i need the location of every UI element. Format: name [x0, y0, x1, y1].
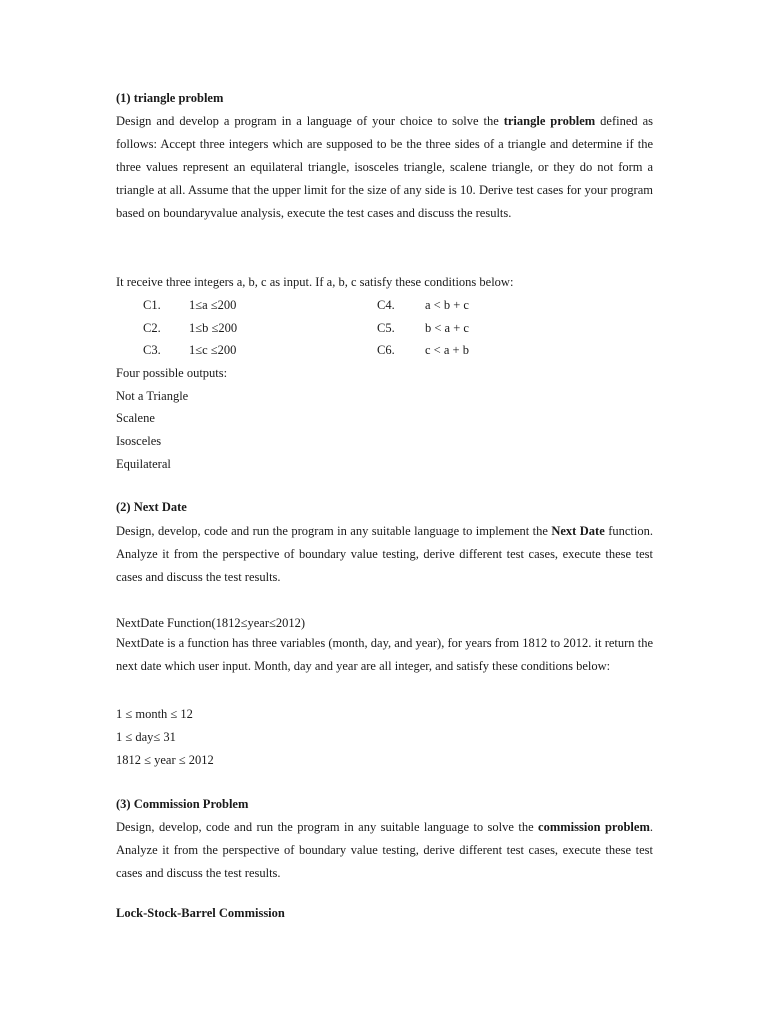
triangle-heading: (1) triangle problem: [116, 91, 224, 105]
condition-label: C1.: [143, 298, 161, 312]
nextdate-description: Design, develop, code and run the program in any suitable language to implement the Next Date function. Analyze it from the perspective of boundary value testing, derive different test cases, execute these test cases and discuss the test results.: [116, 524, 653, 584]
condition-label: C6.: [377, 343, 395, 357]
condition-expr: 1≤a ≤200: [189, 298, 237, 312]
commission-heading: (3) Commission Problem: [116, 797, 249, 811]
condition-expr: c < a + b: [425, 343, 469, 357]
condition-label: C3.: [143, 343, 161, 357]
nextdate-function-desc: NextDate is a function has three variables (month, day, and year), for years from 1812 to 2012. it return the next date which user input. Month, day and year are all integer, and satisfy these conditions below:: [116, 636, 653, 673]
condition-expr: b < a + c: [425, 321, 469, 335]
nextdate-heading: (2) Next Date: [116, 500, 187, 514]
triangle-input-intro: It receive three integers a, b, c as input. If a, b, c satisfy these conditions below:: [116, 275, 514, 289]
condition-label: C4.: [377, 298, 395, 312]
condition-expr: 1≤b ≤200: [189, 321, 238, 335]
nextdate-condition: 1 ≤ month ≤ 12: [116, 707, 193, 721]
condition-label: C5.: [377, 321, 395, 335]
condition-expr: a < b + c: [425, 298, 469, 312]
commission-subheading: Lock-Stock-Barrel Commission: [116, 906, 285, 920]
nextdate-condition: 1 ≤ day≤ 31: [116, 730, 176, 744]
nextdate-condition: 1812 ≤ year ≤ 2012: [116, 753, 214, 767]
output-item: Scalene: [116, 411, 155, 425]
condition-label: C2.: [143, 321, 161, 335]
nextdate-function-title: NextDate Function(1812≤year≤2012): [116, 616, 306, 630]
condition-expr: 1≤c ≤200: [189, 343, 237, 357]
commission-description: Design, develop, code and run the program in any suitable language to solve the commission problem. Analyze it from the perspective of boundary value testing, derive different test cases, execute these test cases and discuss the test results.: [116, 820, 653, 880]
output-item: Equilateral: [116, 457, 171, 471]
output-item: Isosceles: [116, 434, 162, 448]
output-item: Not a Triangle: [116, 389, 189, 403]
outputs-intro: Four possible outputs:: [116, 366, 228, 380]
triangle-description: Design and develop a program in a language of your choice to solve the triangle problem defined as follows: Accept three integers which are supposed to be the three sides of a triangle and determine if the three values represent an equilateral triangle, isosceles triangle, scalene triangle, or they do not form a triangle at all. Assume that the upper limit for the size of any side is 10. Derive test cases for your program based on boundaryvalue analysis, execute the test cases and discuss the results.: [116, 114, 653, 220]
